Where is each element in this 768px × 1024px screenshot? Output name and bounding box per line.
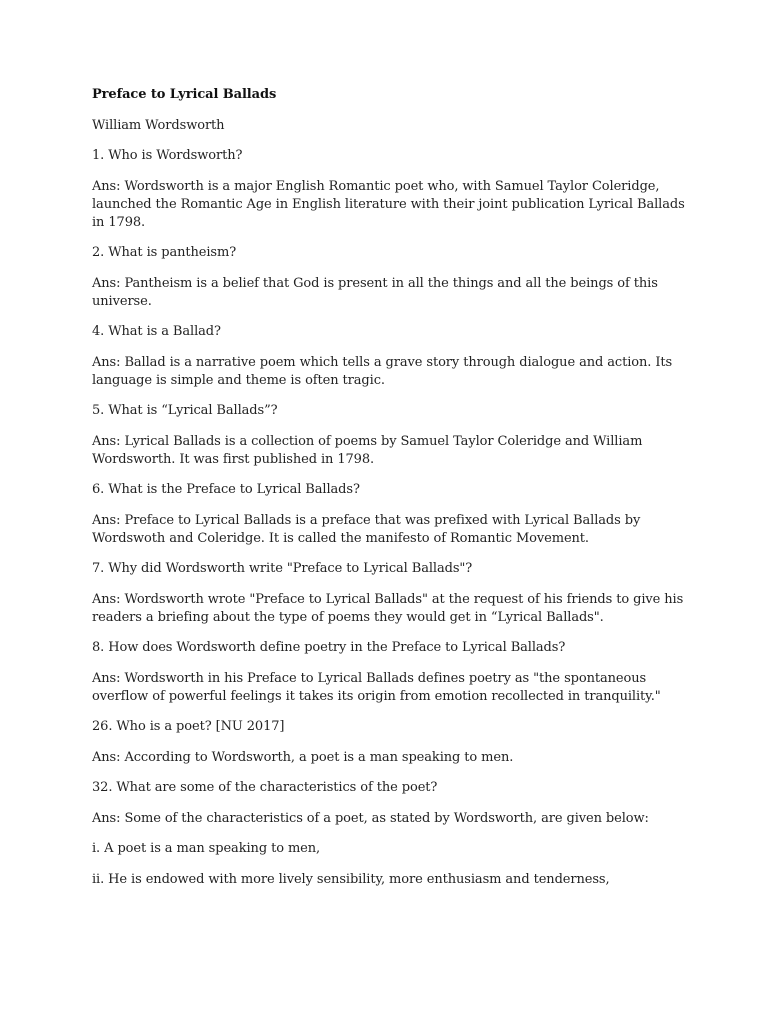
answer-26: Ans: According to Wordsworth, a poet is a man speaking to men. — [92, 749, 514, 765]
question-5: 5. What is “Lyrical Ballads”? — [92, 403, 278, 418]
question-4: 4. What is a Ballad? — [92, 324, 221, 339]
question-6: 6. What is the Preface to Lyrical Ballads? — [92, 482, 360, 497]
answer-1: Ans: Wordsworth is a major English Romantic poet who, with Samuel Taylor Coleridge, launched the Romantic Age in English literature with their joint publication Lyrical Ballads in 1798. — [92, 178, 685, 230]
answer-6: Ans: Preface to Lyrical Ballads is a preface that was prefixed with Lyrical Ballads by Wordswoth and Coleridge. It is called the manifesto of Romantic Movement. — [92, 512, 641, 546]
question-26: 26. Who is a poet? [NU 2017] — [92, 719, 285, 734]
document-author: William Wordsworth — [92, 117, 225, 133]
question-1: 1. Who is Wordsworth? — [92, 148, 243, 163]
question-32: 32. What are some of the characteristics of the poet? — [92, 780, 438, 795]
document-title: Preface to Lyrical Ballads — [92, 87, 277, 102]
answer-2: Ans: Pantheism is a belief that God is present in all the things and all the beings of this universe. — [92, 275, 658, 309]
list-item-i: i. A poet is a man speaking to men, — [92, 841, 321, 856]
list-item-ii: ii. He is endowed with more lively sensibility, more enthusiasm and tenderness, — [92, 871, 610, 887]
question-7: 7. Why did Wordsworth write "Preface to Lyrical Ballads"? — [92, 561, 473, 576]
question-8: 8. How does Wordsworth define poetry in the Preface to Lyrical Ballads? — [92, 640, 566, 655]
answer-4: Ans: Ballad is a narrative poem which tells a grave story through dialogue and action. Its language is simple and theme is often tragic. — [92, 354, 673, 388]
question-2: 2. What is pantheism? — [92, 245, 237, 260]
answer-32: Ans: Some of the characteristics of a poet, as stated by Wordsworth, are given below: — [92, 810, 649, 826]
answer-5: Ans: Lyrical Ballads is a collection of poems by Samuel Taylor Coleridge and William Wordsworth. It was first published in 1798. — [92, 433, 643, 467]
answer-7: Ans: Wordsworth wrote "Preface to Lyrical Ballads" at the request of his friends to give his readers a briefing about the type of poems they would get in “Lyrical Ballads". — [92, 591, 684, 625]
document-page — [92, 86, 692, 901]
answer-8: Ans: Wordsworth in his Preface to Lyrical Ballads defines poetry as "the spontaneous overflow of powerful feelings it takes its origin from emotion recollected in tranquility." — [92, 670, 661, 704]
